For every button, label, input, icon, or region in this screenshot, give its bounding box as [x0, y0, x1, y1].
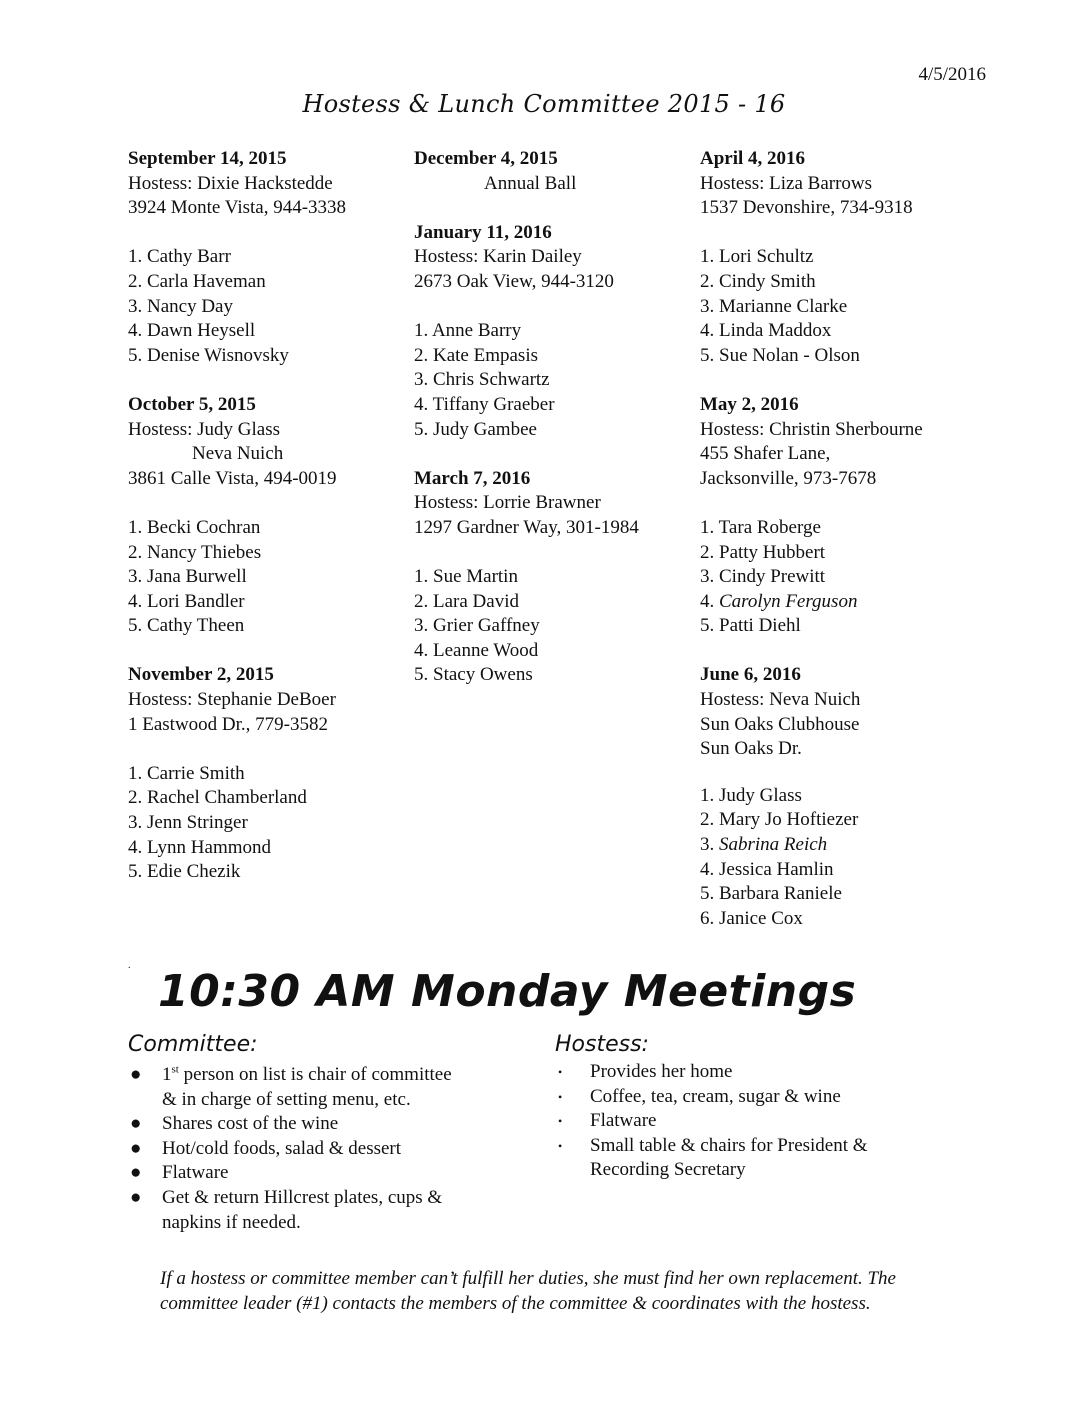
list-item-text: Provides her home [590, 1061, 733, 1082]
committee-member: 4. Lori Bandler [128, 590, 245, 612]
list-item [558, 1060, 938, 1085]
committee-member: 5. Sue Nolan - Olson [700, 344, 860, 366]
event-may [700, 393, 1010, 639]
bullet-icon: • [558, 1114, 563, 1129]
event-address: 3861 Calle Vista, 494-0019 [128, 467, 337, 489]
committee-heading: Committee: [128, 1032, 258, 1057]
schedule-column-1 [128, 147, 418, 909]
committee-member: 1. Carrie Smith [128, 762, 245, 784]
schedule-columns [128, 147, 1008, 937]
bullet-icon: • [558, 1138, 563, 1153]
member-number: 3. [700, 834, 719, 856]
list-item [130, 1112, 520, 1137]
meetings-title: 10:30 AM Monday Meetings [158, 966, 857, 1017]
hostess-heading: Hostess: [555, 1032, 649, 1057]
list-item-text: napkins if needed. [162, 1211, 301, 1233]
list-item [558, 1109, 938, 1134]
list-item-text: Coffee, tea, cream, sugar & wine [590, 1085, 841, 1107]
committee-member: 2. Kate Empasis [414, 344, 539, 366]
event-january [414, 221, 704, 442]
list-item-text: Get & return Hillcrest plates, cups & [162, 1186, 443, 1208]
bullet-icon: ● [130, 1113, 142, 1135]
committee-member: 3. Nancy Day [128, 295, 233, 317]
event-date: December 4, 2015 [414, 148, 558, 169]
committee-member: 1. Tara Roberge [700, 516, 821, 538]
document-title: Hostess & Lunch Committee 2015 - 16 [302, 90, 786, 118]
committee-member: 3. Jana Burwell [128, 566, 247, 588]
event-address: Sun Oaks Clubhouse [700, 713, 860, 735]
committee-member [700, 590, 1010, 615]
event-hostess: Hostess: Christin Sherbourne [700, 418, 923, 440]
event-september [128, 147, 418, 368]
bullet-icon: • [558, 1065, 563, 1079]
replacement-note [160, 1267, 1000, 1316]
event-hostess: Hostess: Dixie Hackstedde [128, 172, 333, 194]
stray-dot: . [128, 960, 131, 971]
event-date: April 4, 2016 [700, 148, 806, 169]
event-november [128, 663, 418, 884]
committee-member: 6. Janice Cox [700, 907, 803, 929]
committee-member: 5. Stacy Owens [414, 664, 533, 686]
committee-member: 4. Jessica Hamlin [700, 858, 834, 880]
committee-member: 5. Barbara Raniele [700, 883, 842, 905]
event-address: 3924 Monte Vista, 944-3338 [128, 197, 347, 219]
committee-duties-list [130, 1063, 520, 1235]
committee-member: 5. Edie Chezik [128, 861, 241, 883]
event-june [700, 663, 1010, 931]
list-item-text: Small table & chairs for President & [590, 1134, 868, 1156]
list-item [558, 1085, 938, 1110]
committee-member: 4. Lynn Hammond [128, 836, 272, 858]
list-item-text: Recording Secretary [590, 1159, 746, 1181]
event-hostess: Hostess: Judy Glass [128, 418, 281, 440]
committee-member: 3. Cindy Prewitt [700, 566, 826, 588]
committee-member: 5. Cathy Theen [128, 615, 245, 637]
committee-member: 4. Linda Maddox [700, 320, 832, 342]
event-address: 2673 Oak View, 944-3120 [414, 270, 614, 292]
list-item-text: & in charge of setting menu, etc. [162, 1088, 411, 1110]
event-date: January 11, 2016 [414, 221, 552, 243]
list-item [130, 1063, 520, 1112]
committee-member: 1. Lori Schultz [700, 246, 814, 268]
committee-member: 2. Mary Jo Hoftiezer [700, 809, 859, 831]
hostess-duties-list [558, 1060, 938, 1183]
bullet-icon: • [558, 1089, 563, 1104]
event-address: 455 Shafer Lane, [700, 443, 831, 465]
bullet-icon: ● [130, 1162, 142, 1184]
event-address: 1 Eastwood Dr., 779-3582 [128, 713, 329, 735]
bullet-icon: ● [130, 1064, 142, 1085]
committee-member: 2. Carla Haveman [128, 270, 266, 292]
committee-member: 5. Denise Wisnovsky [128, 344, 289, 366]
event-march [414, 467, 704, 688]
list-item-text: Flatware [162, 1162, 229, 1184]
event-date: November 2, 2015 [128, 664, 274, 686]
member-name-italic: Carolyn Ferguson [719, 590, 858, 612]
member-name-italic: Sabrina Reich [719, 834, 828, 856]
event-april [700, 147, 1010, 368]
committee-member: 4. Leanne Wood [414, 639, 539, 661]
event-hostess: Hostess: Neva Nuich [700, 689, 861, 711]
note-line: If a hostess or committee member can’t fulfill her duties, she must find her own replacement. The [160, 1268, 896, 1289]
event-address: 1297 Gardner Way, 301-1984 [414, 516, 639, 538]
note-line: committee leader (#1) contacts the members of the committee & coordinates with the hostess. [160, 1292, 871, 1314]
list-item [130, 1137, 520, 1162]
committee-member: 4. Tiffany Graeber [414, 393, 555, 415]
list-item-text: Shares cost of the wine [162, 1113, 339, 1135]
event-date: September 14, 2015 [128, 148, 287, 169]
event-address: Sun Oaks Dr. [700, 738, 802, 760]
bullet-icon: ● [130, 1137, 142, 1159]
committee-member: 4. Dawn Heysell [128, 320, 256, 342]
event-address: 1537 Devonshire, 734-9318 [700, 197, 913, 219]
list-item [130, 1161, 520, 1186]
committee-member: 2. Lara David [414, 590, 519, 612]
event-date: May 2, 2016 [700, 393, 799, 415]
list-item-text: Flatware [590, 1110, 657, 1132]
committee-member: 3. Grier Gaffney [414, 615, 540, 637]
event-cohostess: Neva Nuich [192, 443, 284, 465]
committee-member: 1. Becki Cochran [128, 516, 261, 538]
document-date: 4/5/2016 [918, 64, 986, 85]
committee-member: 3. Jenn Stringer [128, 812, 248, 834]
event-date: June 6, 2016 [700, 664, 801, 686]
list-item-text: Hot/cold foods, salad & dessert [162, 1137, 402, 1159]
event-hostess: Hostess: Karin Dailey [414, 246, 582, 268]
ordinal-number: 1 [162, 1064, 172, 1085]
event-hostess: Hostess: Liza Barrows [700, 172, 873, 194]
committee-member: 2. Cindy Smith [700, 270, 816, 292]
event-hostess: Hostess: Stephanie DeBoer [128, 689, 336, 711]
committee-member: 2. Rachel Chamberland [128, 787, 307, 809]
committee-member: 5. Judy Gambee [414, 418, 537, 440]
committee-member [700, 833, 1010, 858]
committee-member: 1. Judy Glass [700, 784, 802, 806]
committee-member: 3. Marianne Clarke [700, 295, 848, 317]
schedule-column-3 [700, 147, 1010, 956]
ordinal-suffix: st [171, 1063, 179, 1076]
event-address: Jacksonville, 973-7678 [700, 467, 877, 489]
committee-member: 1. Anne Barry [414, 320, 522, 342]
committee-member: 1. Sue Martin [414, 566, 518, 588]
committee-member: 5. Patti Diehl [700, 615, 801, 637]
list-item [558, 1134, 938, 1183]
event-date: October 5, 2015 [128, 393, 256, 415]
list-item [130, 1186, 520, 1235]
event-hostess: Hostess: Lorrie Brawner [414, 492, 601, 514]
committee-member: 3. Chris Schwartz [414, 369, 550, 391]
committee-member: 2. Nancy Thiebes [128, 541, 262, 563]
schedule-column-2 [414, 147, 704, 713]
event-note: Annual Ball [484, 172, 577, 194]
committee-member: 1. Cathy Barr [128, 246, 231, 268]
list-item-text: person on list is chair of committee [178, 1064, 452, 1085]
bullet-icon: ● [130, 1186, 142, 1208]
committee-member: 2. Patty Hubbert [700, 541, 826, 563]
event-october [128, 393, 418, 639]
event-december [414, 147, 704, 196]
event-date: March 7, 2016 [414, 467, 531, 489]
member-number: 4. [700, 590, 719, 612]
